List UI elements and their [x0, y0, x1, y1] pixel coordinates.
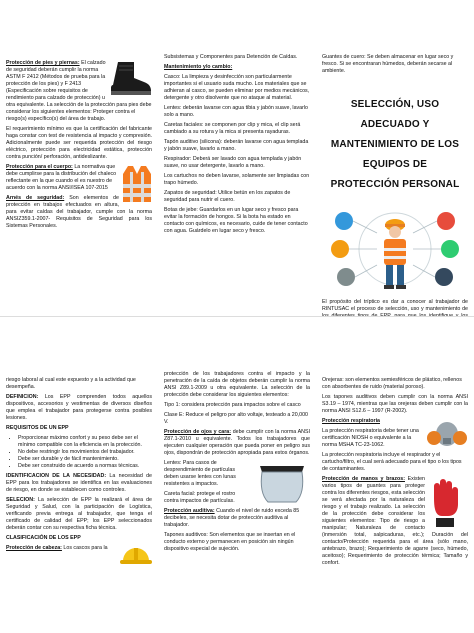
- respirator-cartridge-text: La protección respiratoria incluye el respirador y el cartucho/filtro, el cual será adecuado para el tipo o los tipos de contaminantes.: [322, 452, 462, 472]
- definition-text: Los EPP comprenden todos aquellos dispositivos, accesorios y vestimentas de diversos diseños que emplea el trabajador para protegerse contra posibles lesiones.: [6, 394, 152, 421]
- harness-text: Son elementos de protección en trabajos efectuados en altura, para evitar caídas del trabajador, cumple con la norma ANSIZ359.1-2007- Requisitos de Seguridad para los Sistemas Personales.: [6, 195, 152, 229]
- column-eye-ear-protection: [158, 317, 316, 633]
- foot-protection-heading: Protección de pies y piernas:: [6, 60, 80, 66]
- hand-protection-text: Existen varios tipos de guantes para proteger contra los diferentes riesgos, esta selección se verá afectada por la naturaleza del riesgo y el trabajo realizado. La selección de la protección debe considerar los siguientes elementos: Tipo de riesgo a manipular; Naturaleza de contacto (inmersión total, salpicaduras, etc.); Duración del contacto/Protección requerida para el área (sólo mano, antebrazo, brazo); Requerimiento de agarre (seco, húmedo, aceitoso); Requerimiento de protección térmica; Tamaño y confort.: [322, 476, 468, 566]
- glasses-maintenance-text: Lentes: deberán lavarse con agua tibia y jabón suave, lavarlo solo a mano.: [164, 105, 308, 118]
- cartridge-maintenance-text: Los cartuchos no deben lavarse, solamente ser limpiadas con trapo húmedo.: [164, 173, 310, 186]
- harness-heading: Arnés de seguridad:: [6, 195, 65, 201]
- foot-protection-text: El calzado de seguridad deberán cumplir la norma ASTM F 2412 (Métodos de prueba para la protección de los pies) y F 2413 (Especificación sobre requisitos de rendimiento para calzado de protección) u otra equivalente. La selección de la protección para pies debe considerar los siguientes elementos: Proteger contra el riesgo(s) específico(s) del área de trabajo.: [6, 60, 152, 122]
- leather-gloves-text: Guantes de cuero: Se deben almacenar en lugar seco y fresco. Si se encontraran húmedos, deberán secarse al ambiente.: [322, 54, 454, 74]
- brochure-outer-page: [0, 0, 474, 316]
- hearing-protection-heading: Protección auditiva:: [164, 508, 215, 514]
- title-line-3: MANTENIMIENTO DE LOS: [330, 139, 460, 150]
- column-respiratory-hands: [316, 317, 474, 633]
- need-identification-heading: IDENTIFICACION DE LA NECESIDAD:: [6, 473, 107, 479]
- work-gloves-icon: [428, 476, 468, 528]
- selection-heading: SELECION:: [6, 497, 35, 503]
- definition-heading: DEFINICION:: [6, 394, 39, 400]
- respirator-maintenance-text: Respirador: Deberá ser lavado con agua templada y jabón suave, no usar detergente, lavarlo a mano.: [164, 156, 302, 169]
- classification-heading: CLASIFICACIÓN DE LOS EPP: [6, 535, 81, 541]
- helmet-standard-text: protección de los trabajadores contra el impacto y la penetración de la caída de objetos deberán cumplir la norma ANSI Z89.1-2009 u otra equivalente. La selección de la protección debe considerar los siguientes elementos:: [164, 371, 310, 398]
- epp-requirements-list: [6, 435, 152, 470]
- hard-hat-icon: [120, 545, 152, 565]
- rubber-boots-maintenance-text: Botas de jebe: Guardarlos en un lugar seco y fresco para evitar la formación de hongos. Si la bota ha estado en contacto con químicos, es necesario, cuide de tener contacto con agua. Guárdelo en lugar seco y fresco.: [164, 207, 308, 234]
- selection-text: La selección de EPP la realizará el área de Seguridad y Salud, con la participación de Logística, verificando previa entrega al trabajador, que tenga el certificado de calidad del EPP; los EPP seleccionados deberán contar con su respectiva ficha técnica.: [6, 497, 152, 531]
- brochure-title: [322, 95, 468, 195]
- purpose-text: El propósito del tríptico es dar a conocer al trabajador de RINTUSAC el proceso de selección, uso y mantenimiento de: [322, 299, 468, 312]
- eye-face-protection-text: debe cumplir con la norma ANSI Z87.1-2010 u equivalente. Todos los trabajadores que ejecuten cualquier operación que pueda poner en peligro sus ojos, dispondrán de protección apropiada para estos órganos.: [164, 429, 310, 456]
- earplugs-text: Tapones auditivos: Son elementos que se insertan en el conducto externo y permanecen en posición sin ningún dispositivo especial de sujeción.: [164, 532, 296, 552]
- title-line-2: ADECUADO Y: [360, 119, 430, 130]
- list-item: • Debe ser durable y de fácil mantenimiento.: [18, 456, 152, 463]
- column-cover: [316, 0, 474, 316]
- safety-boot-icon: [110, 60, 152, 96]
- column-foot-body-protection: [0, 0, 158, 316]
- ppe-worker-illustration: [322, 205, 468, 291]
- epp-requirements-heading: REQUISITOS DE UN EPP: [6, 425, 69, 431]
- safety-shoes-maintenance-text: Zapatos de seguridad: Utilice betún en los zapatos de seguridad para nutrir el cuero.: [164, 190, 291, 203]
- earplug-maintenance-text: Tapón auditivo (silicona): deberán lavarse con agua templada y jabón suave, lavarlo a mano.: [164, 139, 309, 152]
- head-protection-heading: Protección de cabeza:: [6, 545, 62, 551]
- title-line-4: EQUIPOS DE: [362, 159, 428, 170]
- type1-text: Tipo 1: considera protección para impactos sobre el casco: [164, 402, 301, 408]
- glasses-text: Lentes: Para casos de desprendimiento de partículas deben usarse lentes con lunas resistentes a impactos.: [164, 460, 236, 487]
- eye-face-protection-heading: Protección de ojos y cara:: [164, 429, 231, 435]
- body-protection-heading: Protección para el cuerpo:: [6, 164, 73, 170]
- hand-protection-heading: Protección de manos y brazos:: [322, 476, 405, 482]
- respiratory-standard-text: La protección respiratoria debe tener una certificación NIOSH o equivalente a la norma MSHA TC-23-1062.: [322, 428, 419, 448]
- maintenance-heading: Mantenimiento y/o cambio:: [164, 64, 233, 70]
- list-item: • Proporcionar máximo confort y su peso debe ser el mínimo compatible con la eficiencia en la protección.: [18, 435, 152, 449]
- title-line-1: SELECCIÓN, USO: [350, 99, 440, 110]
- column-definitions: [0, 317, 158, 633]
- helmet-maintenance-text: Casco: La limpieza y desinfección son particularmente importantes si el usuario suda mucho. Los materiales que se adhieran al casco, se pueden eliminar por medios mecánicos, detergente y otro disolvente que no ataque al material.: [164, 74, 310, 101]
- head-protection-text: Los cascos para la: [63, 545, 108, 551]
- face-shield-maintenance-text: Caretas faciales: se componen por clip y mica, el clip será cambiado a su rotura y la mica si presenta rayaduras.: [164, 122, 301, 135]
- body-protection-text: La normativa que debe cumplirse para la distribución del chaleco reflectante en la que cuando el es nuestro de acuerdo con la norma ANSI/ISEA 107-2015: [6, 164, 117, 191]
- foot-requirements-text: El requerimiento mínimo es que la certificación del fabricante haga constar con test de resistencia al impacto y compresión. Adicionalmente puede ser requerida protección del riesgo eléctrico, protección para electricidad estática, protección contra punción/ perforación, antideslizante.: [6, 126, 152, 160]
- respirator-mask-icon: [426, 418, 468, 448]
- hearing-protection-text: Cuando el nivel de ruido exceda 85 decibeles, se necesita dotar de protección auditiva al trabajador.: [164, 508, 300, 528]
- list-item: • Debe ser construido de acuerdo a normas técnicas.: [18, 463, 152, 470]
- respiratory-protection-heading: Protección respiratoria: [322, 418, 380, 424]
- earmuffs-text: Orejeras: son elementos semiesféricos de plástico, rellenos con absorbentes de ruido (material poroso).: [322, 377, 462, 390]
- hearing-standard-text: Los tapones auditivos deben cumplir con la norma ANSI S3.19 – 1974, mientras que las orejeras deben cumplir con la norma ANSI S12.6 – 1997 (R-2002).: [322, 394, 468, 414]
- list-item: • No debe restringir los movimientos del trabajador.: [18, 449, 152, 456]
- class-e-text: Clase E: Reduce el peligro por alto voltaje, testeado a 20,000 V.: [164, 412, 308, 425]
- risk-continuation-text: riesgo laboral al cual este expuesto y a la actividad que desempeña.: [6, 377, 136, 390]
- column-maintenance: [158, 0, 316, 316]
- reflective-vest-icon: [122, 164, 152, 204]
- need-identification-text: La necesidad de EPP para los trabajadores se identifica en las evaluaciones de riesgo, en donde se establecen como controles.: [6, 473, 152, 493]
- fall-subsystems-text: Subsistemas y Componentes para Detención de Caídas.: [164, 54, 298, 60]
- brochure-inner-page: [0, 316, 474, 633]
- title-line-5: PROTECCIÓN PERSONAL: [330, 179, 460, 190]
- face-shield-text: Careta facial: protege el rostro contra impactos de partículas.: [164, 491, 236, 504]
- face-shield-icon: [254, 460, 310, 504]
